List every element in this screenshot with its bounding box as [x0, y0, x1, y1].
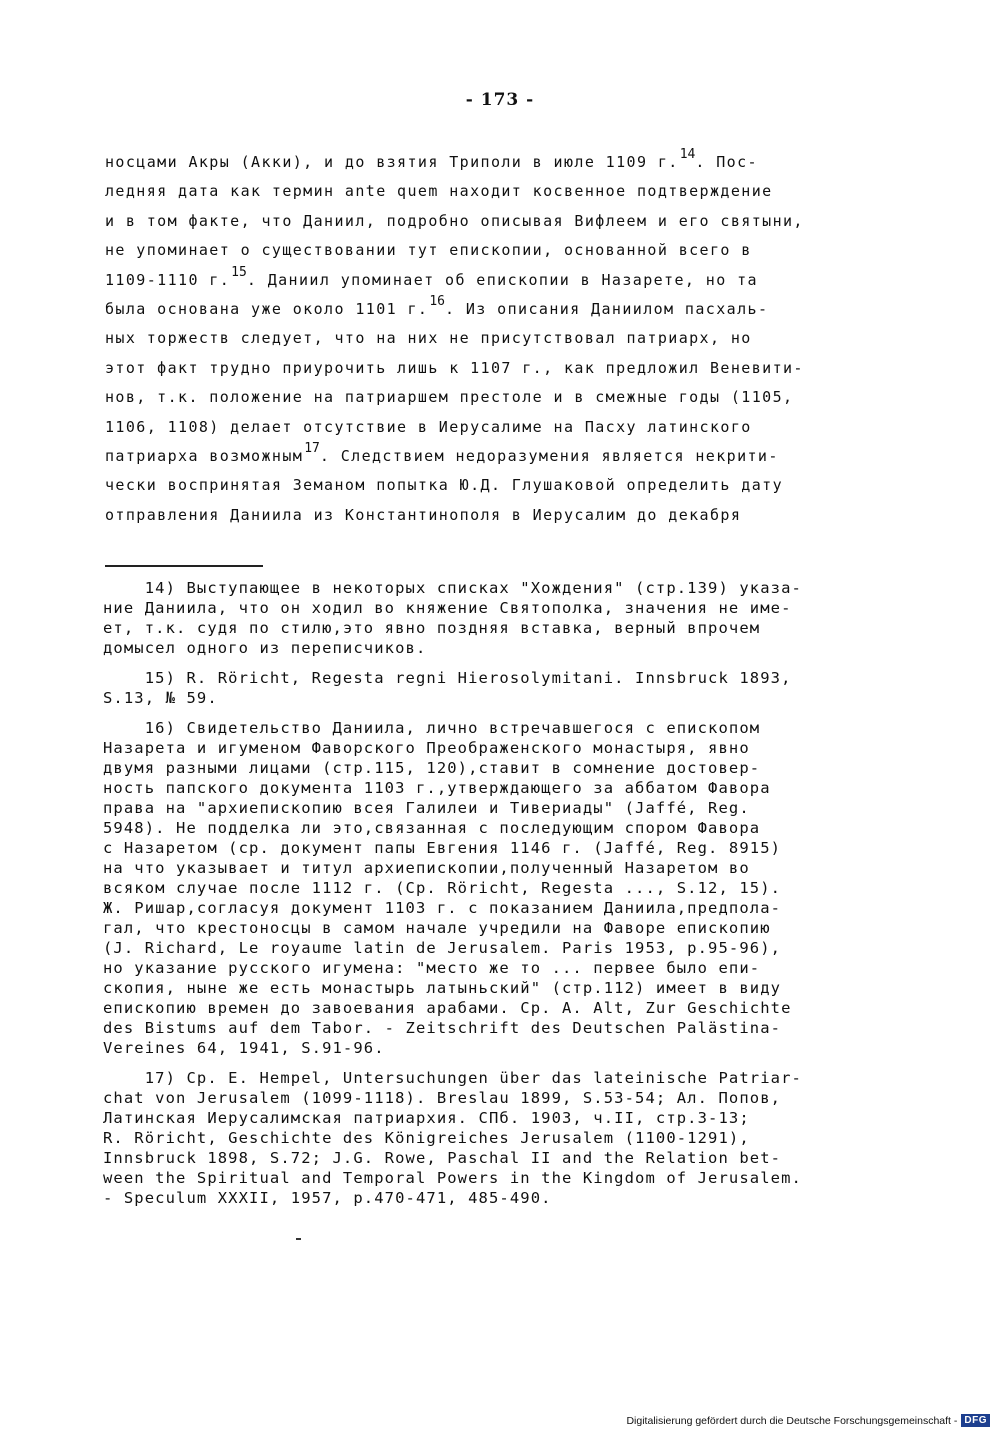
footnote [103, 718, 903, 1058]
body-line-text: не упоминает о существовании тут епископии, основанной всего в [105, 241, 752, 260]
body-line-text-after-ref: . Даниил упоминает об епископии в Назарете, но та [246, 270, 758, 289]
footnote-line: Vereines 64, 1941, S.91-96. [103, 1039, 385, 1057]
footnote-line: Назарета и игуменом Фаворского Преображенского монастыря, явно [103, 739, 750, 757]
body-line-text: этот факт трудно приурочить лишь к 1107 г., как предложил Веневити- [105, 358, 804, 377]
footnote-line: с Назаретом (ср. документ папы Евгения 1146 г. (Jaffé, Reg. 8915) [103, 839, 782, 857]
footnotes [103, 578, 903, 1218]
body-line-text: чески воспринятая Земаном попытка Ю.Д. Глушаковой определить дату [105, 476, 783, 495]
body-line [105, 295, 905, 324]
body-line [105, 471, 905, 500]
footnote-separator [105, 565, 263, 567]
digitization-credit [626, 1414, 990, 1427]
credit-text: Digitalisierung gefördert durch die Deutsche Forschungsgemeinschaft - [626, 1414, 958, 1427]
body-line [105, 501, 905, 530]
footnote-line: chat von Jerusalem (1099-1118). Breslau 1899, S.53-54; Ал. Попов, [103, 1089, 782, 1107]
footnote-reference[interactable]: 17 [304, 440, 320, 456]
footnote-line: епископию времен до завоевания арабами. Ср. A. Alt, Zur Geschichte [103, 999, 792, 1017]
body-line [105, 413, 905, 442]
body-line-text-after-ref: . Из описания Даниилом пасхаль- [445, 299, 769, 318]
footnote [103, 578, 903, 658]
body-line-text-after-ref: . Следствием недоразумения является некрити- [319, 446, 779, 465]
footnote-line: S.13, № 59. [103, 689, 218, 707]
footnote-reference[interactable]: 14 [679, 147, 696, 162]
footnote-line: права на "архиепископию всея Галилеи и Тивериады" (Jaffé, Reg. [103, 799, 750, 817]
footnote-line: 5948). Не подделка ли это,связанная с последующим спором Фавора [103, 819, 761, 837]
footnote-reference[interactable]: 16 [429, 293, 446, 309]
body-line-text: нов, т.к. положение на патриаршем престоле и в смежные годы (1105, [105, 388, 794, 407]
body-line [105, 148, 905, 177]
footnote-reference[interactable]: 15 [231, 264, 247, 280]
body-line [105, 177, 905, 206]
footnote-line: 14) Выступающее в некоторых списках "Хождения" (стр.139) указа- [103, 579, 802, 597]
footnote-line: ность папского документа 1103 г.,утверждающего за аббатом Фавора [103, 779, 771, 797]
footnote-line: R. Röricht, Geschichte des Königreiches Jerusalem (1100-1291), [103, 1129, 750, 1147]
body-line [105, 236, 905, 265]
footnote-line: Innsbruck 1898, S.72; J.G. Rowe, Paschal II and the Relation bet- [103, 1149, 782, 1167]
main-text [105, 148, 905, 530]
footnote-line: - Speculum XXXII, 1957, p.470-471, 485-490. [103, 1189, 552, 1207]
body-line [105, 266, 905, 295]
footnote-line: ween the Spiritual and Temporal Powers in the Kingdom of Jerusalem. [103, 1169, 802, 1187]
footnote-line: des Bistums auf dem Tabor. - Zeitschrift des Deutschen Palästina- [103, 1019, 782, 1037]
footnote-line: двумя разными лицами (стр.115, 120),ставит в сомнение достовер- [103, 759, 761, 777]
body-line [105, 383, 905, 412]
body-line-text: была основана уже около 1101 г. [105, 299, 429, 318]
footnote-line: 17) Ср. E. Hempel, Untersuchungen über das lateinische Patriar- [103, 1069, 802, 1087]
body-line-text: отправления Даниила из Константинополя в Иерусалим до декабря [105, 505, 742, 524]
body-line-text: 1109-1110 г. [105, 270, 231, 289]
page-number: - 173 - [465, 90, 535, 110]
body-line [105, 354, 905, 383]
footnote-line: скопия, ныне же есть монастырь латыньский" (стр.112) имеет в виду [103, 979, 782, 997]
footnote-line: ние Даниила, что он ходил во княжение Святополка, значения не име- [103, 599, 792, 617]
footnote-line: домысел одного из переписчиков. [103, 639, 427, 657]
footnote-line: всяком случае после 1112 г. (Ср. Röricht, Regesta ..., S.12, 15). [103, 879, 782, 897]
body-line [105, 324, 905, 353]
body-line-text: носцами Акры (Акки), и до взятия Триполи в июле 1109 г. [105, 153, 679, 171]
body-line-text: патриарха возможным [105, 446, 304, 465]
footnote-line: Ж. Ришар,согласуя документ 1103 г. с показанием Даниила,предпола- [103, 899, 782, 917]
footnote-line: гал, что крестоносцы в самом начале учредили на Фаворе епископию [103, 919, 771, 937]
body-line-text: 1106, 1108) делает отсутствие в Иерусалиме на Пасху латинского [105, 417, 752, 436]
footnote-line: ет, т.к. судя по стилю,это явно поздняя вставка, верный впрочем [103, 619, 761, 637]
footnote-line: 16) Свидетельство Даниила, лично встречавшегося с епископом [103, 719, 761, 737]
footnote-line: 15) R. Röricht, Regesta regni Hierosolymitani. Innsbruck 1893, [103, 669, 792, 687]
footnote [103, 668, 903, 708]
footnote-line: Латинская Иерусалимская патриархия. СПб. 1903, ч.II, стр.3-13; [103, 1109, 750, 1127]
body-line-text: и в том факте, что Даниил, подробно описывая Вифлеем и его святыни, [105, 211, 804, 230]
footnote [103, 1068, 903, 1208]
body-line [105, 207, 905, 236]
stray-mark [296, 1238, 301, 1240]
body-line-text-after-ref: . Пос- [695, 153, 758, 171]
footnote-line: (J. Richard, Le royaume latin de Jerusalem. Paris 1953, p.95-96), [103, 939, 782, 957]
body-line-text: ледняя дата как термин ante quem находит косвенное подтверждение [105, 182, 773, 201]
footnote-line: но указание русского игумена: "место же то ... первее было епи- [103, 959, 761, 977]
body-line-text: ных торжеств следует, что на них не присутствовал патриарх, но [105, 329, 752, 348]
dfg-logo: DFG [961, 1414, 990, 1427]
footnote-line: на что указывает и титул архиепископии,полученный Назаретом во [103, 859, 750, 877]
body-line [105, 442, 905, 471]
